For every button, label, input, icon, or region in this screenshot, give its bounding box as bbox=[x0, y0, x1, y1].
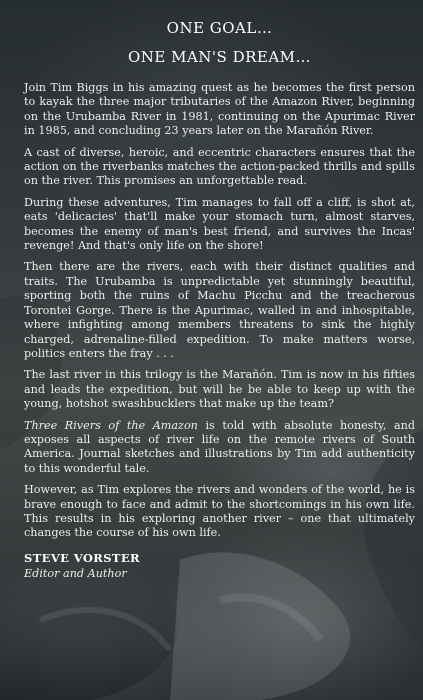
cover-text bbox=[24, 18, 415, 580]
book-title: Three Rivers of the Amazon bbox=[24, 418, 198, 432]
paragraph-honesty-text: is told with absolute honesty, and exposes all aspects of river life on the remote rivers of South America. Journal sketches and illustrations by Tim add authenticity to this wonderful tale. bbox=[24, 418, 416, 475]
headline-one-goal: ONE GOAL… bbox=[166, 19, 273, 37]
paragraph-characters: A cast of diverse, heroic, and eccentric characters ensures that the action on the riverbanks matches the action-packed thrills and spills on the river. This promises an unforgettable read. bbox=[24, 145, 415, 188]
paragraph-intro: Join Tim Biggs in his amazing quest as he becomes the first person to kayak the three major tributaries of the Amazon River, beginning on the Urubamba River in 1981, continuing on the Apurimac River in 1985, and concluding 23 years later on the Marañón River. bbox=[24, 81, 415, 138]
author-role: Editor and Author bbox=[24, 566, 127, 580]
paragraph-honesty bbox=[24, 419, 415, 477]
paragraph-maranon: The last river in this trilogy is the Marañón. Tim is now in his fifties and leads the expedition, but will he be able to keep up with the young, hotshot swashbucklers that make up the team? bbox=[24, 368, 415, 411]
paragraph-adventures: During these adventures, Tim manages to fall off a cliff, is shot at, eats 'delicacies' that'll make your stomach turn, almost starves, becomes the enemy of man's best friend, and survives the Incas' revenge! And that's only life on the shore! bbox=[24, 195, 415, 253]
paragraph-shortcomings: However, as Tim explores the rivers and wonders of the world, he is brave enough to face and admit to the shortcomings in his own life. This results in his exploring another river – one that ultimately changes the course of his own life. bbox=[24, 483, 415, 540]
paragraph-rivers: Then there are the rivers, each with their distinct qualities and traits. The Urubamba is unpredictable yet stunningly beautiful, sporting both the ruins of Machu Picchu and the treacherous Torontei Gorge. There is the Apurimac, walled in and inhospitable, where infighting among members threatens to sink the highly charged, adrenaline-filled expedition. To make matters worse, politics enters the fray . . . bbox=[24, 260, 415, 360]
headline-dream: ONE MAN'S DREAM… bbox=[127, 48, 312, 66]
author-name: STEVE VORSTER bbox=[24, 550, 140, 565]
